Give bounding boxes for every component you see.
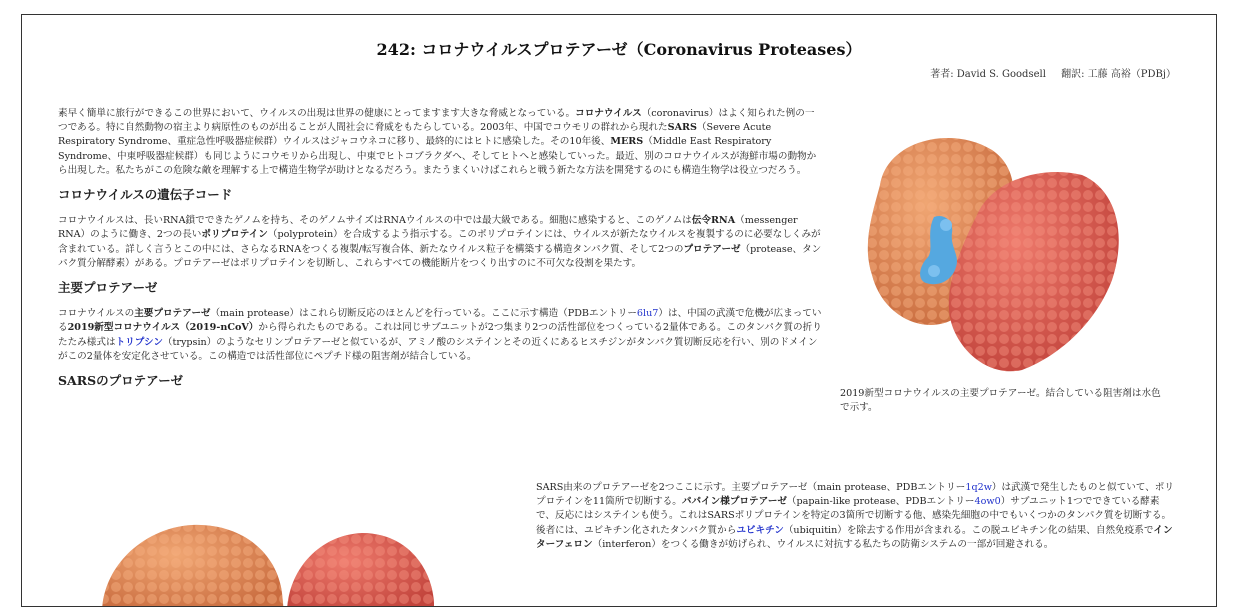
- section-heading-sars: SARSのプロテアーゼ: [58, 373, 184, 389]
- ubiquitin-link[interactable]: ユビキチン: [736, 524, 784, 536]
- pdb-link-1q2w[interactable]: 1q2w: [965, 482, 992, 493]
- translator: 翻訳: 工藤 高裕（PDBj）: [1061, 69, 1176, 80]
- author: 著者: David S. Goodsell: [930, 69, 1046, 80]
- pdb-link-6lu7[interactable]: 6lu7: [636, 308, 659, 320]
- byline: [930, 65, 1176, 80]
- section-heading-main-protease: 主要プロテアーゼ: [58, 280, 158, 296]
- intro-paragraph: 素早く簡単に旅行ができるこの世界において、ウイルスの出現は世界の健康にとってますます大きな脅威となっている。コロナウイルス（coronavirus）はよく知られた例の一つである。特に自然動物の宿主より病原性のものが出ることが人間社会に脅威をもたらしている。2003年、中国でコウモリの群れから現れたSARS（Severe Acute Respiratory Syndrome、重症急性呼吸器症候群）ウイルスはジャコウネコに移り、最終的にはヒトに感染した。その10年後、MERS（Middle East Respiratory Syndrome、中東呼吸器症候群）も同じようにコウモリから出現し、中東でヒトコブラクダへ、そしてヒトへと感染していった。最近、別のコロナウイルスが海鮮市場の動物から出現した。私たちがこの危険な敵を理解する上で構造生物学が助けとなるだろう。またうまくいけばこれらと戦う新たな方法を開発するのにも構造生物学は役立つだろう。: [58, 108, 817, 176]
- main-protease-figure: [842, 105, 1132, 390]
- article-frame: [21, 14, 1217, 607]
- figure-caption: 2019新型コロナウイルスの主要プロテアーゼ。結合している阻害剤は水色で示す。: [840, 388, 1161, 413]
- main-column: [58, 107, 823, 400]
- sars-orange-subunit: [102, 525, 284, 607]
- genome-paragraph: コロナウイルスは、長いRNA鎖でできたゲノムを持ち、そのゲノムサイズはRNAウイルスの中では最大級である。細胞に感染すると、このゲノムは伝令RNA（messenger RNA）のように働き、2つの長いポリプロテイン（polyprotein）を合成するよう指示する。このポリプロテインには、ウイルスが新たなウイルスを複製するのに必要なしくみが含まれている。詳しく言うとこの中には、さらなるRNAをつくる複製/転写複合体、新たなウイルス粒子を構築する構造タンパク質、そして2つのプロテアーゼ（protease、タンパク質分解酵素）がある。プロテアーゼはポリプロテインを切断し、これらすべての機能断片をつくり出すのに不可欠な役割を果たす。: [58, 215, 822, 269]
- page-title: 242: コロナウイルスプロテアーゼ（Coronavirus Proteases）: [376, 40, 862, 59]
- section-heading-genome: コロナウイルスの遺伝子コード: [58, 187, 233, 203]
- sars-paragraph: SARS由来のプロテアーゼを2つここに示す。主要プロテアーゼ（main protease、PDBエントリー1q2w）は武漢で発生したものと似ていて、ポリプロテインを11箇所で切断する。パパイン様プロテアーゼ（papain-like protease、PDBエントリー4ow0）サブユニット1つでできている酵素で、反応にはシステインも使う。これはSARSポリプロテインを特定の3箇所で切断する他、感染先細胞の中でもいくつかのタンパク質を切断する。後者には、ユビキチン化されたタンパク質からユビキチン（ubiquitin）を除去する作用が含まれる。この脱ユビキチン化の結果、自然免疫系でインターフェロン（interferon）をつくる働きが妨げられ、ウイルスに対抗する私たちの防衛システムの一部が回避される。: [536, 482, 1174, 550]
- trypsin-link[interactable]: トリプシン: [115, 336, 163, 348]
- main-protease-paragraph: コロナウイルスの主要プロテアーゼ（main protease）はこれら切断反応のほとんどを行っている。ここに示す構造（PDBエントリー6lu7）は、中国の武漢で危機が広まっている2019新型コロナウイルス（2019-nCoV）から得られたものである。これは同じサブユニットが2つ集まり2つの活性部位をつくっている2量体である。このタンパク質の折りたたみ様式はトリプシン（trypsin）のようなセリンプロテアーゼと似ているが、アミノ酸のシステインとその近くにあるヒスチジンがタンパク質切断反応を行い、別のドメインがこの2量体を安定化させている。この構造では活性部位にペプチド様の阻害剤が結合している。: [58, 308, 822, 362]
- pdb-link-4ow0[interactable]: 4ow0: [974, 496, 1001, 508]
- sars-protease-figure: [62, 473, 532, 607]
- sars-red-subunit: [287, 533, 434, 607]
